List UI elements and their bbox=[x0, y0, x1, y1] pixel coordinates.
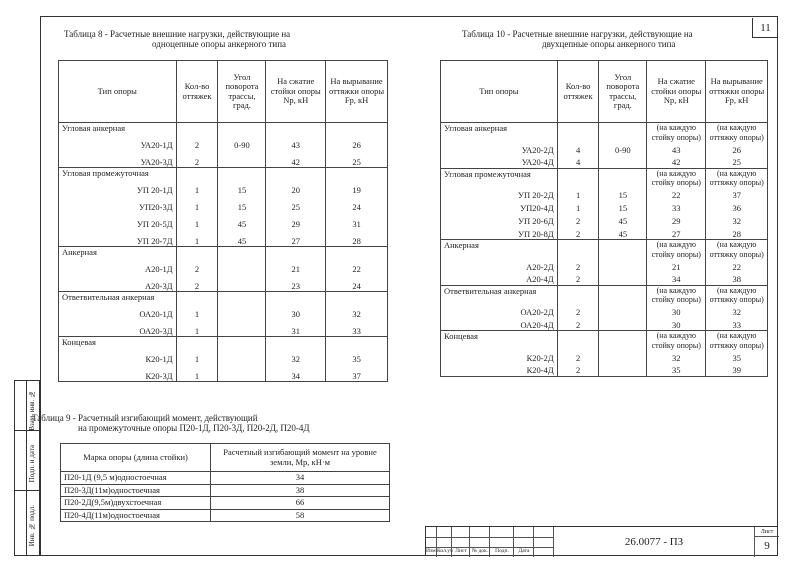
table8-group-cell bbox=[326, 168, 388, 179]
table10-f: 39 bbox=[706, 363, 768, 376]
table8-group-name: Концевая bbox=[59, 337, 177, 348]
table10-type: УП 20-6Д bbox=[441, 214, 558, 227]
table8-angle bbox=[218, 348, 266, 365]
table8-f: 24 bbox=[326, 275, 388, 292]
table8-f: 32 bbox=[326, 303, 388, 320]
table10-row bbox=[441, 272, 768, 285]
table10-group-name: Ответвительная анкерная bbox=[441, 285, 558, 305]
table8-group-cell bbox=[326, 292, 388, 303]
table10-n: 30 bbox=[647, 318, 706, 331]
table10-group-cell: (на каждую стойку опоры) bbox=[647, 123, 706, 143]
table8-type: ОА20-1Д bbox=[59, 303, 177, 320]
table8-count: 1 bbox=[176, 303, 218, 320]
table8-type: УП 20-5Д bbox=[59, 213, 177, 230]
table8-angle bbox=[218, 365, 266, 382]
table10-n: 22 bbox=[647, 188, 706, 201]
table8-row bbox=[59, 303, 388, 320]
table8-f: 19 bbox=[326, 179, 388, 196]
table8-group-cell bbox=[266, 292, 326, 303]
table8-header-row bbox=[59, 61, 388, 123]
table8-type: УА20-3Д bbox=[59, 151, 177, 168]
table10-group-name: Концевая bbox=[441, 331, 558, 351]
table10-header-cell: Тип опоры bbox=[441, 61, 558, 123]
table8-count: 1 bbox=[176, 320, 218, 337]
table8-row bbox=[59, 365, 388, 382]
table8-type: К20-1Д bbox=[59, 348, 177, 365]
table10-n: 33 bbox=[647, 201, 706, 214]
table10-angle bbox=[599, 155, 647, 168]
table8-group-row bbox=[59, 247, 388, 258]
table9-moment: 58 bbox=[211, 509, 390, 522]
table8-count: 1 bbox=[176, 179, 218, 196]
table8-group-name: Анкерная bbox=[59, 247, 177, 258]
table8-row bbox=[59, 348, 388, 365]
table10-row bbox=[441, 227, 768, 240]
table10-n: 43 bbox=[647, 142, 706, 155]
table10-group-cell bbox=[599, 168, 647, 188]
table9-header-row bbox=[61, 444, 390, 472]
table10-group-name: Угловая анкерная bbox=[441, 123, 558, 143]
table8-n: 20 bbox=[266, 179, 326, 196]
left-sidebar bbox=[0, 0, 40, 566]
table10-header-cell: Угол поворота трассы, град. bbox=[599, 61, 647, 123]
table8-n: 32 bbox=[266, 348, 326, 365]
table10-type: УП20-4Д bbox=[441, 201, 558, 214]
table8-f: 33 bbox=[326, 320, 388, 337]
table9-mark: П20-4Д(11м)одностоечная bbox=[61, 509, 211, 522]
doc-code: 26.0077 - ПЗ bbox=[624, 536, 684, 548]
table10-row bbox=[441, 350, 768, 363]
table10-count: 2 bbox=[557, 350, 599, 363]
table10-f: 22 bbox=[706, 259, 768, 272]
table8-n: 34 bbox=[266, 365, 326, 382]
table10-angle: 15 bbox=[599, 188, 647, 201]
table8-f: 25 bbox=[326, 151, 388, 168]
table10-angle: 0-90 bbox=[599, 142, 647, 155]
table8-group-cell bbox=[218, 168, 266, 179]
table8-n: 31 bbox=[266, 320, 326, 337]
table10-header-cell: Кол-во оттяжек bbox=[557, 61, 599, 123]
table10-group-row bbox=[441, 331, 768, 351]
table10-n: 29 bbox=[647, 214, 706, 227]
table8-group-cell bbox=[176, 123, 218, 134]
table8-group-row bbox=[59, 123, 388, 134]
table10-group-cell bbox=[599, 123, 647, 143]
table10-group-cell: (на каждую стойку опоры) bbox=[647, 331, 706, 351]
stamp-col-labels: Изм. Кол.уч Лист № док. Подп. Дата bbox=[426, 548, 530, 554]
table8-group-name: Угловая анкерная bbox=[59, 123, 177, 134]
table10-group-cell: (на каждую оттяжку опоры) bbox=[706, 331, 768, 351]
table8-group-row bbox=[59, 168, 388, 179]
table10-group-cell: (на каждую оттяжку опоры) bbox=[706, 285, 768, 305]
table8-angle bbox=[218, 320, 266, 337]
table10-header-cell: На сжатие стойки опоры Nр, кН bbox=[647, 61, 706, 123]
table10-group-cell: (на каждую стойку опоры) bbox=[647, 168, 706, 188]
table10-type: ОА20-4Д bbox=[441, 318, 558, 331]
table10-angle: 15 bbox=[599, 201, 647, 214]
table8-f: 37 bbox=[326, 365, 388, 382]
table10-count: 1 bbox=[557, 188, 599, 201]
sidebar-stamp-box bbox=[14, 380, 40, 556]
table10-row bbox=[441, 259, 768, 272]
table10-n: 34 bbox=[647, 272, 706, 285]
table8-group-cell bbox=[218, 123, 266, 134]
table10-group-row bbox=[441, 123, 768, 143]
table10-n: 32 bbox=[647, 350, 706, 363]
table10-f: 35 bbox=[706, 350, 768, 363]
table8-n: 21 bbox=[266, 258, 326, 275]
table8-n: 30 bbox=[266, 303, 326, 320]
table9-row bbox=[61, 484, 390, 497]
table10-f: 26 bbox=[706, 142, 768, 155]
table8-header-cell: Тип опоры bbox=[59, 61, 177, 123]
table8-n: 25 bbox=[266, 196, 326, 213]
table10-count: 1 bbox=[557, 201, 599, 214]
table8-group-name: Угловая промежуточная bbox=[59, 168, 177, 179]
table10-header-cell: На вырывание оттяжки опоры Fр, кН bbox=[706, 61, 768, 123]
table10-group-cell bbox=[599, 240, 647, 260]
table8-type: ОА20-3Д bbox=[59, 320, 177, 337]
table8-count: 2 bbox=[176, 134, 218, 151]
table10-count: 2 bbox=[557, 214, 599, 227]
table10-f: 25 bbox=[706, 155, 768, 168]
table8-count: 1 bbox=[176, 365, 218, 382]
table10-count: 2 bbox=[557, 305, 599, 318]
table8-group-cell bbox=[266, 168, 326, 179]
table10-row bbox=[441, 188, 768, 201]
table10-type: УА20-2Д bbox=[441, 142, 558, 155]
table10-row bbox=[441, 155, 768, 168]
table10-count: 2 bbox=[557, 227, 599, 240]
table10-row bbox=[441, 201, 768, 214]
table9-mark: П20-2Д(9,5м)двухстоечная bbox=[61, 497, 211, 510]
table8-group-name: Ответвительная анкерная bbox=[59, 292, 177, 303]
table10-row bbox=[441, 142, 768, 155]
table10-title: Таблица 10 - Расчетные внешние нагрузки, действующие на двухцепные опоры анкерного типа bbox=[462, 29, 693, 49]
table10-f: 38 bbox=[706, 272, 768, 285]
table8-angle: 15 bbox=[218, 179, 266, 196]
table8-count: 1 bbox=[176, 196, 218, 213]
table10-group-row bbox=[441, 285, 768, 305]
table10-group-cell: (на каждую стойку опоры) bbox=[647, 285, 706, 305]
table8-row bbox=[59, 230, 388, 247]
title-block bbox=[425, 526, 778, 556]
table10-angle bbox=[599, 363, 647, 376]
table8-header-cell: На вырывание оттяжки опоры Fр, кН bbox=[326, 61, 388, 123]
table8-row bbox=[59, 151, 388, 168]
table8-row bbox=[59, 134, 388, 151]
table10-f: 32 bbox=[706, 214, 768, 227]
table8-group-cell bbox=[266, 247, 326, 258]
table10-n: 42 bbox=[647, 155, 706, 168]
table8-angle bbox=[218, 151, 266, 168]
table8-type: УП20-3Д bbox=[59, 196, 177, 213]
table9-mark: П20-3Д(11м)одностоечная bbox=[61, 484, 211, 497]
table8-f: 26 bbox=[326, 134, 388, 151]
table10-count: 2 bbox=[557, 259, 599, 272]
table10-type: К20-2Д bbox=[441, 350, 558, 363]
table10-n: 27 bbox=[647, 227, 706, 240]
table9-row bbox=[61, 472, 390, 485]
table8-n: 27 bbox=[266, 230, 326, 247]
table8-group-cell bbox=[218, 337, 266, 348]
table10-n: 30 bbox=[647, 305, 706, 318]
table8-f: 31 bbox=[326, 213, 388, 230]
table9-header-cell: Марка опоры (длина стойки) bbox=[61, 444, 211, 472]
table10-type: ОА20-2Д bbox=[441, 305, 558, 318]
table10-group-cell bbox=[557, 331, 599, 351]
table8-type: УП 20-7Д bbox=[59, 230, 177, 247]
table8-n: 43 bbox=[266, 134, 326, 151]
table10-n: 21 bbox=[647, 259, 706, 272]
table8-count: 1 bbox=[176, 230, 218, 247]
table8-group-cell bbox=[266, 337, 326, 348]
table8-row bbox=[59, 258, 388, 275]
table8-count: 2 bbox=[176, 275, 218, 292]
table9-mark: П20-1Д (9,5 м)одностоечная bbox=[61, 472, 211, 485]
table8-header-cell: Угол поворота трассы, град. bbox=[218, 61, 266, 123]
table8-count: 2 bbox=[176, 151, 218, 168]
table8-count: 1 bbox=[176, 348, 218, 365]
table8-group-cell bbox=[326, 123, 388, 134]
sidebar-label-sign: Подп. и дата bbox=[28, 445, 36, 483]
table9-title: Таблица 9 - Расчетный изгибающий момент, действующий на промежуточные опоры П20-1Д, П20-3Д, П20-2Д, П20-4Д bbox=[32, 413, 310, 433]
table8-row bbox=[59, 213, 388, 230]
table10-count: 4 bbox=[557, 155, 599, 168]
table8-f: 28 bbox=[326, 230, 388, 247]
table8-header-cell: На сжатие стойки опоры Nр, кН bbox=[266, 61, 326, 123]
table8-group-cell bbox=[326, 247, 388, 258]
table10-f: 28 bbox=[706, 227, 768, 240]
table9-header-cell: Расчетный изгибающий момент на уровне земли, Мр, кН·м bbox=[211, 444, 390, 472]
table8-n: 23 bbox=[266, 275, 326, 292]
table10-type: К20-4Д bbox=[441, 363, 558, 376]
table10-count: 4 bbox=[557, 142, 599, 155]
table10-f: 37 bbox=[706, 188, 768, 201]
table8-type: А20-3Д bbox=[59, 275, 177, 292]
table10-type: УА20-4Д bbox=[441, 155, 558, 168]
table10-group-cell: (на каждую оттяжку опоры) bbox=[706, 168, 768, 188]
table8-angle: 15 bbox=[218, 196, 266, 213]
table8-group-cell bbox=[176, 292, 218, 303]
table10-group-cell bbox=[557, 123, 599, 143]
table10-angle bbox=[599, 318, 647, 331]
table10-row bbox=[441, 305, 768, 318]
table10-group-cell: (на каждую оттяжку опоры) bbox=[706, 240, 768, 260]
table8-group-cell bbox=[176, 168, 218, 179]
table8-angle: 45 bbox=[218, 213, 266, 230]
table10-type: А20-2Д bbox=[441, 259, 558, 272]
table10-group-cell bbox=[599, 331, 647, 351]
table8-n: 42 bbox=[266, 151, 326, 168]
table8-group-cell bbox=[266, 123, 326, 134]
table10-f: 33 bbox=[706, 318, 768, 331]
table10-f: 32 bbox=[706, 305, 768, 318]
table8-n: 29 bbox=[266, 213, 326, 230]
table8-group-cell bbox=[218, 247, 266, 258]
table8-group-cell bbox=[326, 337, 388, 348]
sheet-label: Лист bbox=[755, 527, 779, 537]
table10-count: 2 bbox=[557, 363, 599, 376]
table10-group-cell bbox=[557, 285, 599, 305]
sheet-number: 9 bbox=[764, 540, 770, 552]
table8-f: 35 bbox=[326, 348, 388, 365]
table8-group-row bbox=[59, 292, 388, 303]
table10-type: А20-4Д bbox=[441, 272, 558, 285]
table8-f: 22 bbox=[326, 258, 388, 275]
table10-count: 2 bbox=[557, 318, 599, 331]
table8-count: 1 bbox=[176, 213, 218, 230]
table10-row bbox=[441, 363, 768, 376]
table10-group-row bbox=[441, 240, 768, 260]
table8-group-cell bbox=[176, 247, 218, 258]
table10-row bbox=[441, 214, 768, 227]
table8-row bbox=[59, 179, 388, 196]
table10-header-row bbox=[441, 61, 768, 123]
page-number-top: 11 bbox=[752, 18, 778, 38]
table10-n: 35 bbox=[647, 363, 706, 376]
table10-count: 2 bbox=[557, 272, 599, 285]
table9-moment: 34 bbox=[211, 472, 390, 485]
table8 bbox=[58, 60, 388, 382]
table10-row bbox=[441, 318, 768, 331]
table8-angle bbox=[218, 275, 266, 292]
table10-group-name: Анкерная bbox=[441, 240, 558, 260]
table8-title: Таблица 8 - Расчетные внешние нагрузки, действующие на одноцепные опоры анкерного типа bbox=[64, 29, 291, 49]
table9 bbox=[60, 443, 390, 522]
table8-row bbox=[59, 320, 388, 337]
table9-row bbox=[61, 497, 390, 510]
table10-group-cell: (на каждую оттяжку опоры) bbox=[706, 123, 768, 143]
table9-moment: 66 bbox=[211, 497, 390, 510]
table8-group-cell bbox=[218, 292, 266, 303]
table8-angle: 0-90 bbox=[218, 134, 266, 151]
table8-type: К20-3Д bbox=[59, 365, 177, 382]
table8-type: УА20-1Д bbox=[59, 134, 177, 151]
table10 bbox=[440, 60, 768, 377]
table10-type: УП 20-8Д bbox=[441, 227, 558, 240]
table10-angle bbox=[599, 305, 647, 318]
table10-angle: 45 bbox=[599, 227, 647, 240]
table8-angle: 45 bbox=[218, 230, 266, 247]
table10-group-cell bbox=[557, 168, 599, 188]
table8-angle bbox=[218, 303, 266, 320]
table8-count: 2 bbox=[176, 258, 218, 275]
table9-moment: 38 bbox=[211, 484, 390, 497]
table8-angle bbox=[218, 258, 266, 275]
table10-group-name: Угловая промежуточная bbox=[441, 168, 558, 188]
table10-angle bbox=[599, 350, 647, 363]
table10-f: 36 bbox=[706, 201, 768, 214]
table10-type: УП 20-2Д bbox=[441, 188, 558, 201]
table8-type: А20-1Д bbox=[59, 258, 177, 275]
sidebar-label-inv: Инв. № подл. bbox=[28, 505, 36, 547]
table10-angle bbox=[599, 259, 647, 272]
table8-type: УП 20-1Д bbox=[59, 179, 177, 196]
table8-row bbox=[59, 196, 388, 213]
table10-group-row bbox=[441, 168, 768, 188]
table10-group-cell bbox=[557, 240, 599, 260]
table10-group-cell bbox=[599, 285, 647, 305]
table8-header-cell: Кол-во оттяжек bbox=[176, 61, 218, 123]
table8-row bbox=[59, 275, 388, 292]
table8-group-cell bbox=[176, 337, 218, 348]
table8-f: 24 bbox=[326, 196, 388, 213]
table8-group-row bbox=[59, 337, 388, 348]
table9-row bbox=[61, 509, 390, 522]
sidebar-label-replace: Взам. инв. № bbox=[28, 390, 36, 431]
table10-angle: 45 bbox=[599, 214, 647, 227]
table10-group-cell: (на каждую стойку опоры) bbox=[647, 240, 706, 260]
table10-angle bbox=[599, 272, 647, 285]
